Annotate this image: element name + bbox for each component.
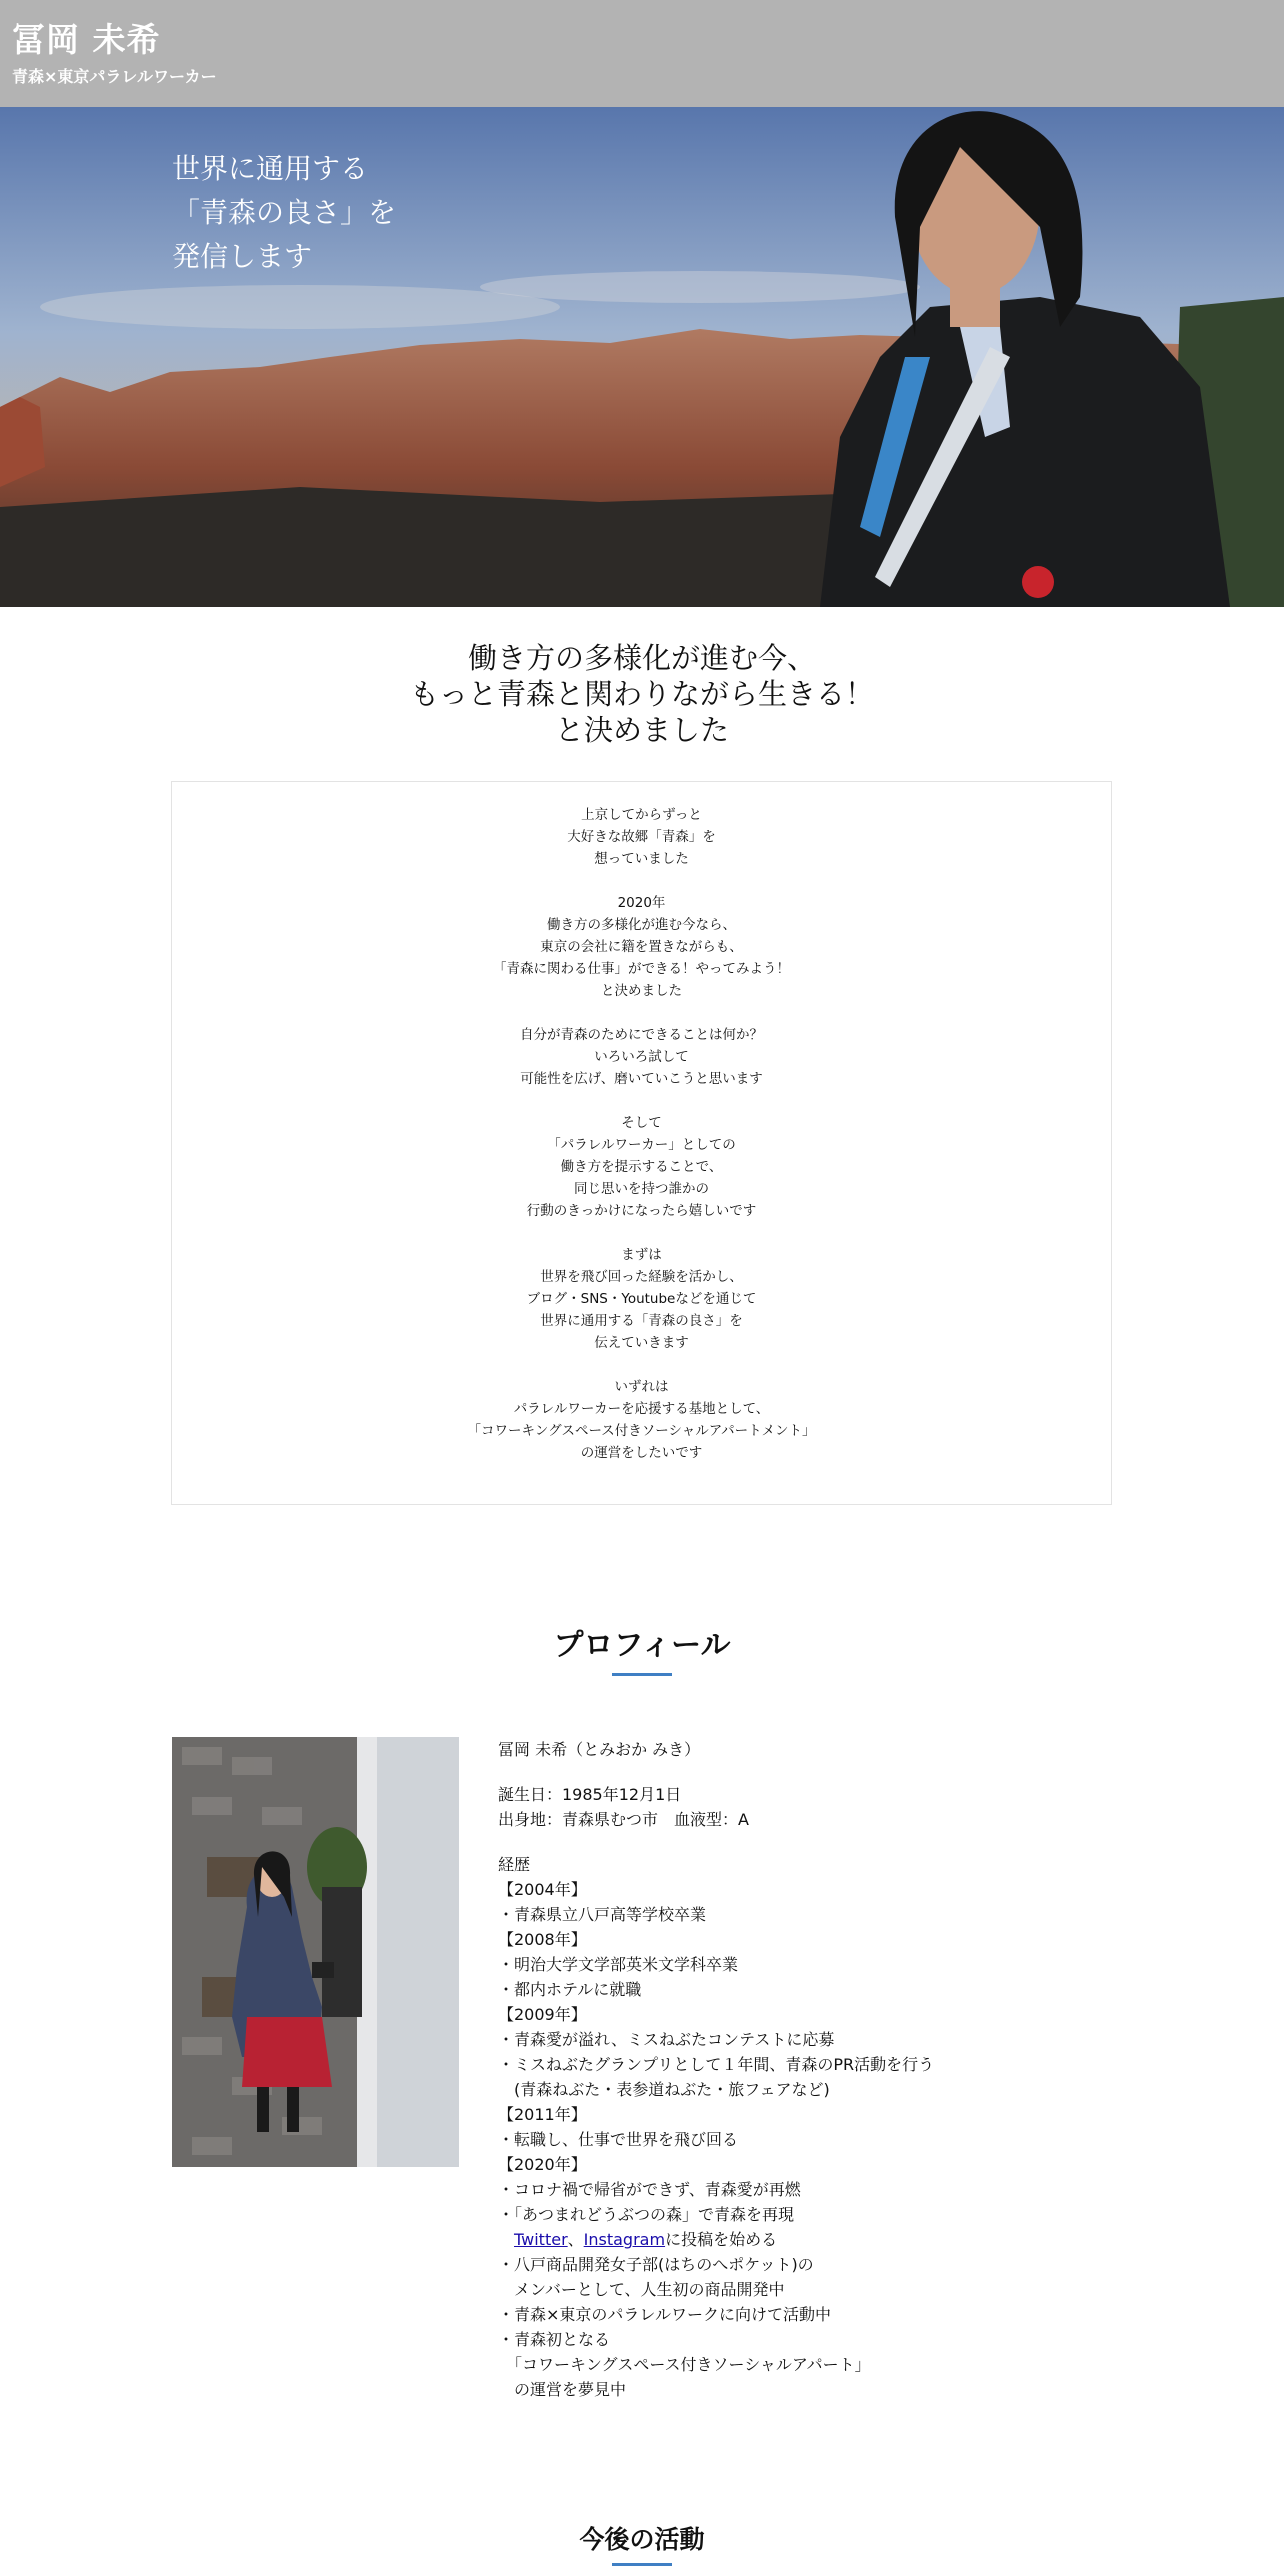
career-item: (青森ねぶた・表参道ねぶた・旅フェアなど) (498, 2080, 830, 2099)
intro-paragraph (172, 1112, 1111, 1222)
profile-origin: 出身地：青森県むつ市 血液型：A (498, 1810, 749, 1829)
hero-banner (0, 107, 1284, 607)
profile-photo (172, 1737, 459, 2167)
intro-line: 大好きな故郷「青森」を (567, 829, 716, 845)
sns-indent (498, 2230, 514, 2249)
career-item: の運営を夢見中 (498, 2380, 627, 2399)
career-item: ・コロナ禍で帰省ができず、青森愛が再燃 (498, 2180, 801, 2199)
intro-line: パラレルワーカーを応援する基地として、 (513, 1401, 770, 1417)
career-item: ・青森×東京のパラレルワークに向けて活動中 (498, 2305, 832, 2324)
profile-details (498, 1737, 1118, 2402)
career-item: ・青森初となる (498, 2330, 611, 2349)
profile-birthday: 誕生日：1985年12月1日 (498, 1785, 682, 1804)
intro-heading-line: もっと青森と関わりながら生きる！ (409, 677, 874, 711)
career-item: 【2011年】 (498, 2105, 587, 2124)
intro-paragraph (172, 804, 1111, 870)
future-section-title: 今後の活動 (579, 2525, 705, 2554)
intro-line: ブログ・SNS・Youtubeなどを通じて (526, 1291, 757, 1307)
intro-line: 同じ思いを持つ誰かの (574, 1181, 709, 1197)
intro-paragraph (172, 892, 1111, 1002)
career-label: 経歴 (498, 1855, 531, 1874)
career-item: ・「あつまれどうぶつの森」で青森を再現 (498, 2205, 795, 2224)
intro-line: 働き方を提示することで、 (560, 1159, 723, 1175)
hero-copy-line: 「青森の良さ」を (172, 196, 397, 229)
career-item: ・明治大学文学部英米文学科卒業 (498, 1955, 739, 1974)
site-header (0, 0, 1284, 107)
career-item: ・青森県立八戸高等学校卒業 (498, 1905, 707, 1924)
intro-line: 想っていました (594, 851, 689, 867)
intro-line: の運営をしたいです (580, 1445, 703, 1461)
intro-paragraph (172, 1376, 1111, 1464)
intro-line: いろいろ試して (594, 1049, 689, 1065)
profile-name: 冨岡 未希（とみおか みき） (498, 1740, 701, 1759)
profile-section-title: プロフィール (553, 1628, 731, 1663)
intro-line: 上京してからずっと (581, 807, 702, 823)
intro-heading-line: 働き方の多様化が進む今、 (467, 641, 816, 675)
site-subtitle: 青森×東京パラレルワーカー (12, 67, 217, 86)
intro-line: 東京の会社に籍を置きながらも、 (540, 939, 743, 955)
future-title-underline (612, 2563, 672, 2566)
hero-copy-line: 世界に通用する (172, 152, 369, 185)
career-item: 【2020年】 (498, 2155, 587, 2174)
instagram-link[interactable]: Instagram (583, 2230, 666, 2249)
career-item: 【2008年】 (498, 1930, 587, 1949)
intro-line: 「パラレルワーカー」としての (547, 1137, 736, 1153)
intro-line: いずれは (614, 1379, 669, 1395)
intro-heading-line: と決めました (554, 713, 729, 747)
intro-line: 「コワーキングスペース付きソーシャルアパートメント」 (467, 1423, 816, 1439)
intro-line: 世界を飛び回った経験を活かし、 (540, 1269, 743, 1285)
career-item: 【2009年】 (498, 2005, 587, 2024)
intro-line: と決めました (601, 983, 682, 999)
intro-line: 可能性を広げ、磨いていこうと思います (520, 1071, 763, 1087)
hero-copy (172, 147, 396, 279)
career-item: メンバーとして、人生初の商品開発中 (498, 2280, 785, 2299)
intro-line: 自分が青森のためにできることは何か？ (520, 1027, 763, 1043)
career-item: ・八戸商品開発女子部(はちのへポケット)の (498, 2255, 814, 2274)
career-item: ・青森愛が溢れ、ミスねぶたコンテストに応募 (498, 2030, 835, 2049)
sns-suffix: に投稿を始める (665, 2230, 778, 2249)
career-item: ・転職し、仕事で世界を飛び回る (498, 2130, 739, 2149)
twitter-link[interactable]: Twitter (514, 2230, 568, 2249)
hero-copy-line: 発信します (172, 240, 313, 273)
intro-message-box (171, 781, 1112, 1505)
intro-paragraph (172, 1244, 1111, 1354)
intro-line: そして (621, 1115, 662, 1131)
intro-line: 世界に通用する「青森の良さ」を (540, 1313, 743, 1329)
intro-line: 行動のきっかけになったら嬉しいです (526, 1203, 757, 1219)
sns-separator: 、 (567, 2230, 584, 2249)
intro-heading (0, 640, 1284, 748)
intro-paragraph (172, 1024, 1111, 1090)
intro-line: 2020年 (617, 895, 666, 911)
career-item: ・都内ホテルに就職 (498, 1980, 642, 1999)
career-sns-line (498, 2227, 1118, 2252)
career-item: ・ミスねぶたグランプリとして１年間、青森のPR活動を行う (498, 2055, 935, 2074)
site-title[interactable]: 冨岡 未希 (12, 20, 161, 59)
career-item: 「コワーキングスペース付きソーシャルアパート」 (498, 2355, 871, 2374)
profile-title-underline (612, 1673, 672, 1676)
career-item: 【2004年】 (498, 1880, 587, 1899)
intro-line: 伝えていきます (594, 1335, 689, 1351)
intro-line: まずは (621, 1247, 662, 1263)
intro-line: 「青森に関わる仕事」ができる！やってみよう！ (493, 961, 790, 977)
intro-line: 働き方の多様化が進む今なら、 (547, 917, 736, 933)
